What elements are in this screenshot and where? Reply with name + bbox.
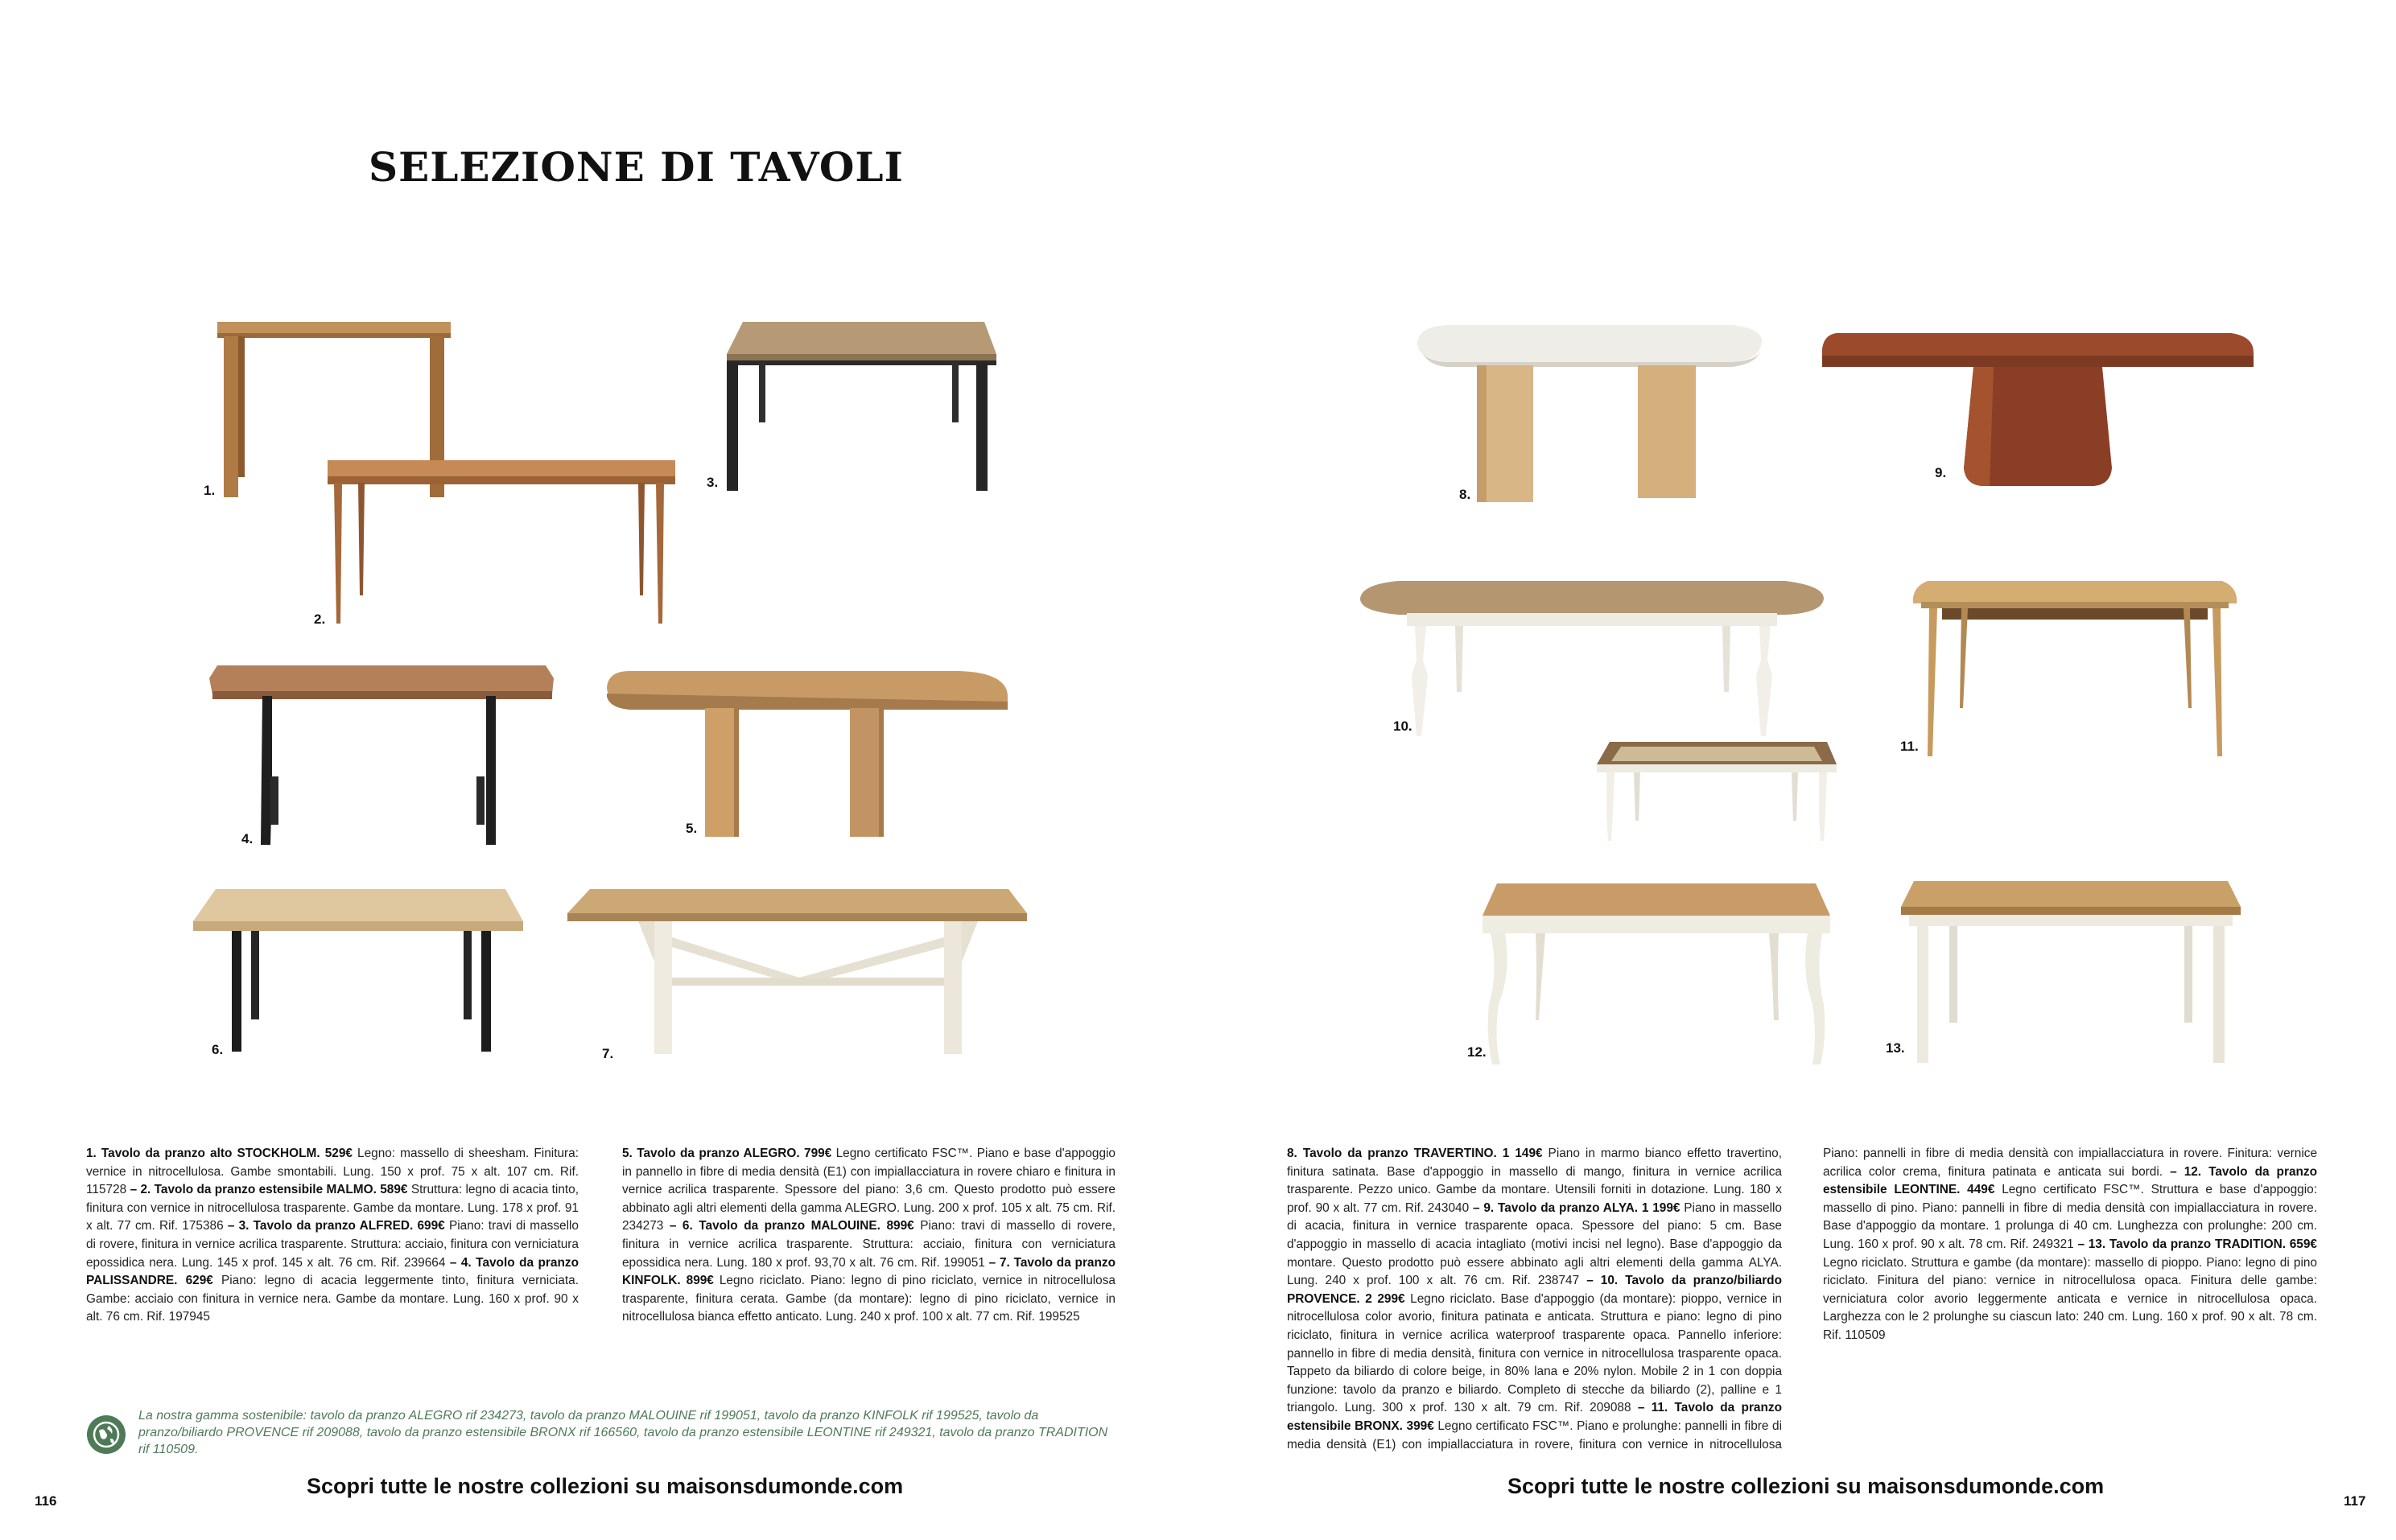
desc-item-3: 3. Tavolo da pranzo ALFRED. 699€ Piano: travi di massello di rovere, finitura in vernice acrilica trasparente. Struttura: acciaio, finitura con verniciatura epossidica nera. Lung. 145 x prof. 145 x alt. 76 cm. Rif. 239664	[86, 1219, 579, 1270]
eco-globe-icon	[86, 1414, 126, 1455]
desc-item-5: 5. Tavolo da pranzo ALEGRO. 799€ Legno certificato FSC™. Piano e base d'appoggio in pannello in fibre di media densità (E1) con impiallacciatura in rovere chiaro e finitura in vernice acrilica trasparente. Spessore del piano: 3,6 cm. Questo prodotto può essere abbinato agli altri elementi della gamma ALEGRO. Lung. 200 x prof. 105 x alt. 75 cm. Rif. 234273	[622, 1147, 1116, 1233]
page-number-left: 116	[35, 1493, 57, 1509]
item-number-8: 8.	[1459, 487, 1471, 502]
table-image-alfred	[719, 322, 1000, 495]
page-number-right: 117	[2344, 1493, 2366, 1509]
desc-item-12: 12. Tavolo da pranzo estensibile LEONTINE. 449€ Legno certificato FSC™. Struttura e base d'appoggio: massello di pino. Piano: pannelli in fibre di media densità con impiallacciatura in rovere. Base d'appoggio da montare. 1 prolunga di 40 cm. Lunghezza con prolunghe: 200 cm. Lung. 160 x prof. 90 x alt. 78 cm. Rif. 249321	[1823, 1164, 2317, 1251]
footer-link-left[interactable]: Scopri tutte le nostre collezioni su maisonsdumonde.com	[307, 1474, 904, 1498]
item-number-11: 11.	[1900, 739, 1919, 754]
item-number-1: 1.	[204, 483, 216, 498]
item-number-7: 7.	[602, 1046, 614, 1061]
item-number-4: 4.	[241, 831, 254, 846]
desc-item-11: 11. Tavolo da pranzo estensibile BRONX. 399€ Legno certificato FSC™. Piano e prolunghe: pannelli in fibre di media densità (E1) con impiallacciatura in rovere, finitura con vernice in nitrocellulosa	[1287, 1401, 1782, 1451]
table-image-alya	[1821, 331, 2255, 488]
table-image-provence-billiard	[1594, 740, 1839, 845]
desc-item-10: 10. Tavolo da pranzo/biliardo PROVENCE. 2 299€ Legno riciclato. Base d'appoggio (da montare): pioppo, vernice in nitrocellulosa color avorio, finitura patinata e anticata. Struttura e piano: legno di pino riciclato, finitura in vernice acrilica waterproof trasparente opaca. Pannello inferiore: pannello in fibre di media densità, finitura con vernice in nitrocellulosa trasparente opaca. Tappeto da biliardo di colore beige, in 80% lana e 20% nylon. Mobile 2 in 1 con doppia funzione: tavolo da pranzo e biliardo. Completo di stecche da biliardo (2), palline e 1 triangolo. Lung. 300 x prof. 130 x alt. 79 cm. Rif. 209088	[1287, 1274, 1782, 1415]
table-image-palissandre	[208, 664, 558, 849]
desc-item-4: 4. Tavolo da pranzo PALISSANDRE. 629€ Piano: legno di acacia leggermente tinto, finitura verniciata. Gambe: acciaio con finitura in vernice nera. Gambe da montare. Lung. 160 x prof. 90 x alt. 76 cm. Rif. 197945	[86, 1255, 579, 1324]
description-column-1: 1. Tavolo da pranzo alto STOCKHOLM. 529€ Legno: massello di sheesham. Finitura: vernice in nitrocellulosa. Gambe smontabili. Lung. 150 x prof. 75 x alt. 107 cm. Rif. 115728 – 2. Tavolo da pranzo estensibile MALMO. 589€ Struttura: legno di acacia tinto, finitura con vernice in nitrocellulosa trasparente. Gambe da montare. Lung. 178 x prof. 91 x alt. 77 cm. Rif. 175386 – 3. Tavolo da pranzo ALFRED. 699€ Piano: travi di massello di rovere, finitura in vernice acrilica trasparente. Struttura: acciaio, finitura con verniciatura epossidica nera. Lung. 145 x prof. 145 x alt. 76 cm. Rif. 239664 – 4. Tavolo da pranzo PALISSANDRE. 629€ Piano: legno di acacia leggermente tinto, finitura verniciata. Gambe: acciaio con finitura in vernice nera. Gambe da montare. Lung. 160 x prof. 90 x alt. 76 cm. Rif. 197945	[86, 1147, 579, 1324]
item-number-10: 10.	[1393, 719, 1412, 734]
table-image-bronx	[1910, 579, 2240, 760]
desc-item-7: 7. Tavolo da pranzo KINFOLK. 899€ Legno riciclato. Piano: legno di pino riciclato, vernice in nitrocellulosa trasparente, finitura cerata. Gambe (da montare): legno di pino riciclato, vernice in nitrocellulosa bianca effetto anticato. Lung. 240 x prof. 100 x alt. 77 cm. Rif. 199525	[622, 1255, 1116, 1324]
table-image-alegro	[605, 669, 1012, 838]
item-number-2: 2.	[314, 611, 326, 627]
table-image-travertino	[1414, 323, 1764, 509]
table-image-malouine	[192, 889, 526, 1058]
table-image-tradition	[1898, 881, 2244, 1066]
footer-link-right[interactable]: Scopri tutte le nostre collezioni su maisonsdumonde.com	[1507, 1474, 2105, 1498]
table-image-leontine	[1479, 883, 1833, 1069]
item-number-5: 5.	[686, 821, 698, 836]
desc-item-1: 1. Tavolo da pranzo alto STOCKHOLM. 529€ Legno: massello di sheesham. Finitura: vernice in nitrocellulosa. Gambe smontabili. Lung. 150 x prof. 75 x alt. 107 cm. Rif. 115728	[86, 1147, 579, 1197]
table-image-provence	[1359, 579, 1825, 740]
item-number-13: 13.	[1886, 1040, 1905, 1056]
description-column-2: 5. Tavolo da pranzo ALEGRO. 799€ Legno certificato FSC™. Piano e base d'appoggio in pannello in fibre di media densità (E1) con impiallacciatura in rovere chiaro e finitura in vernice acrilica trasparente. Spessore del piano: 3,6 cm. Questo prodotto può essere abbinato agli altri elementi della gamma ALEGRO. Lung. 200 x prof. 105 x alt. 75 cm. Rif. 234273 – 6. Tavolo da pranzo MALOUINE. 899€ Piano: travi di massello di rovere, finitura in vernice acrilica trasparente. Struttura: acciaio, finitura con verniciatura epossidica nera. Lung. 180 x prof. 93,70 x alt. 76 cm. Rif. 199051 – 7. Tavolo da pranzo KINFOLK. 899€ Legno riciclato. Piano: legno di pino riciclato, vernice in nitrocellulosa trasparente, finitura cerata. Gambe (da montare): legno di pino riciclato, vernice in nitrocellulosa bianca effetto anticato. Lung. 240 x prof. 100 x alt. 77 cm. Rif. 199525	[622, 1147, 1116, 1324]
item-number-9: 9.	[1935, 465, 1947, 480]
desc-item-6: 6. Tavolo da pranzo MALOUINE. 899€ Piano: travi di massello di rovere, finitura in vernice acrilica trasparente. Struttura: acciaio, finitura con verniciatura epossidica nera. Lung. 180 x prof. 93,70 x alt. 76 cm. Rif. 199051	[622, 1219, 1116, 1270]
desc-item-8: 8. Tavolo da pranzo TRAVERTINO. 1 149€ Piano in marmo bianco effetto travertino, finitura satinata. Base d'appoggio in massello di mango, finitura in vernice acrilica trasparente. Pezzo unico. Gambe da montare. Utensili forniti in dotazione. Lung. 180 x prof. 90 x alt. 77 cm. Rif. 243040	[1287, 1147, 1782, 1215]
description-column-3: 8. Tavolo da pranzo TRAVERTINO. 1 149€ Piano in marmo bianco effetto travertino, finitura satinata. Base d'appoggio in massello di mango, finitura in vernice acrilica trasparente. Pezzo unico. Gambe da montare. Utensili forniti in dotazione. Lung. 180 x prof. 90 x alt. 77 cm. Rif. 243040 – 9. Tavolo da pranzo ALYA. 1 199€ Piano in massello di acacia, finitura in vernice trasparente opaca. Spessore del piano: 5 cm. Base d'appoggio in massello di acacia intagliato (motivi incisi nel legno). Base d'appoggio da montare. Questo prodotto può essere abbinato agli altri elementi della gamma ALYA. Lung. 240 x prof. 100 x alt. 76 cm. Rif. 238747 – 10. Tavolo da pranzo/biliardo PROVENCE. 2 299€ Legno riciclato. Base d'appoggio (da montare): pioppo, vernice in nitrocellulosa color avorio, finitura patinata e anticata. Struttura e piano: legno di pino riciclato, finitura in vernice acrilica waterproof trasparente opaca. Pannello inferiore: pannello in fibre di media densità, finitura con vernice in nitrocellulosa trasparente opaca. Tappeto da biliardo di colore beige, in 80% lana e 20% nylon. Mobile 2 in 1 con doppia funzione: tavolo da pranzo e biliardo. Completo di stecche da biliardo (2), palline e 1 triangolo. Lung. 300 x prof. 130 x alt. 79 cm. Rif. 209088 – 11. Tavolo da pranzo estensibile BRONX. 399€ Legno certificato FSC™. Piano e prolunghe: pannelli in fibre di media densità (E1) con impiallacciatura in rovere, finitura con vernice in nitrocellulosa	[1287, 1145, 1782, 1452]
table-image-kinfolk	[566, 889, 1029, 1058]
item-number-3: 3.	[707, 475, 719, 490]
desc-item-9: 9. Tavolo da pranzo ALYA. 1 199€ Piano in massello di acacia, finitura in vernice trasparente opaca. Spessore del piano: 5 cm. Base d'appoggio in massello di acacia intagliato (motivi incisi nel legno). Base d'appoggio da montare. Questo prodotto può essere abbinato agli altri elementi della gamma ALYA. Lung. 240 x prof. 100 x alt. 76 cm. Rif. 238747	[1287, 1200, 1782, 1288]
item-number-12: 12.	[1467, 1044, 1487, 1060]
desc-item-2: 2. Tavolo da pranzo estensibile MALMO. 589€ Struttura: legno di acacia tinto, finitura con vernice in nitrocellulosa trasparente. Gambe da montare. Lung. 178 x prof. 91 x alt. 77 cm. Rif. 175386	[86, 1183, 579, 1233]
desc-col2-fragment: Piano: pannelli in fibre di media densità con impiallacciatura in rovere. Finitura: vernice acrilica color crema, finitura patinata e anticata sui bordi.	[1823, 1147, 2317, 1179]
page-title: SELEZIONE DI TAVOLI	[369, 143, 904, 191]
desc-item-13: 13. Tavolo da pranzo TRADITION. 659€ Legno riciclato. Struttura e gambe (da montare): massello di pioppo. Piano: legno di pino riciclato. Finitura del piano: vernice in nitrocellulosa opaca. Finitura delle gambe: verniciatura color avorio leggermente anticata e vernice in nitrocellulosa opaca. Larghezza con le 2 prolunghe su ciascun lato: 240 cm. Lung. 160 x prof. 90 x alt. 78 cm. Rif. 110509	[1823, 1237, 2317, 1342]
table-image-malmo	[326, 459, 680, 632]
description-column-4: Piano: pannelli in fibre di media densità con impiallacciatura in rovere. Finitura: vernice acrilica color crema, finitura patinata e anticata sui bordi. – 12. Tavolo da pranzo estensibile LEONTINE. 449€ Legno certificato FSC™. Struttura e base d'appoggio: massello di pino. Piano: pannelli in fibre di media densità con impiallacciatura in rovere. Base d'appoggio da montare. 1 prolunga di 40 cm. Lunghezza con prolunghe: 200 cm. Lung. 160 x prof. 90 x alt. 78 cm. Rif. 249321 – 13. Tavolo da pranzo TRADITION. 659€ Legno riciclato. Struttura e gambe (da montare): massello di pioppo. Piano: legno di pino riciclato. Finitura del piano: vernice in nitrocellulosa opaca. Finitura delle gambe: verniciatura color avorio leggermente anticata e vernice in nitrocellulosa opaca. Larghezza con le 2 prolunghe su ciascun lato: 240 cm. Lung. 160 x prof. 90 x alt. 78 cm. Rif. 110509	[1823, 1147, 2317, 1342]
eco-range-note: La nostra gamma sostenibile: tavolo da pranzo ALEGRO rif 234273, tavolo da pranzo MALOUINE rif 199051, tavolo da pranzo KINFOLK rif 199525, tavolo da pranzo/biliardo PROVENCE rif 209088, tavolo da pranzo estensibile BRONX rif 166560, tavolo da pranzo estensibile LEONTINE rif 249321, tavolo da pranzo TRADITION rif 110509.	[138, 1409, 1108, 1456]
item-number-6: 6.	[212, 1042, 224, 1057]
